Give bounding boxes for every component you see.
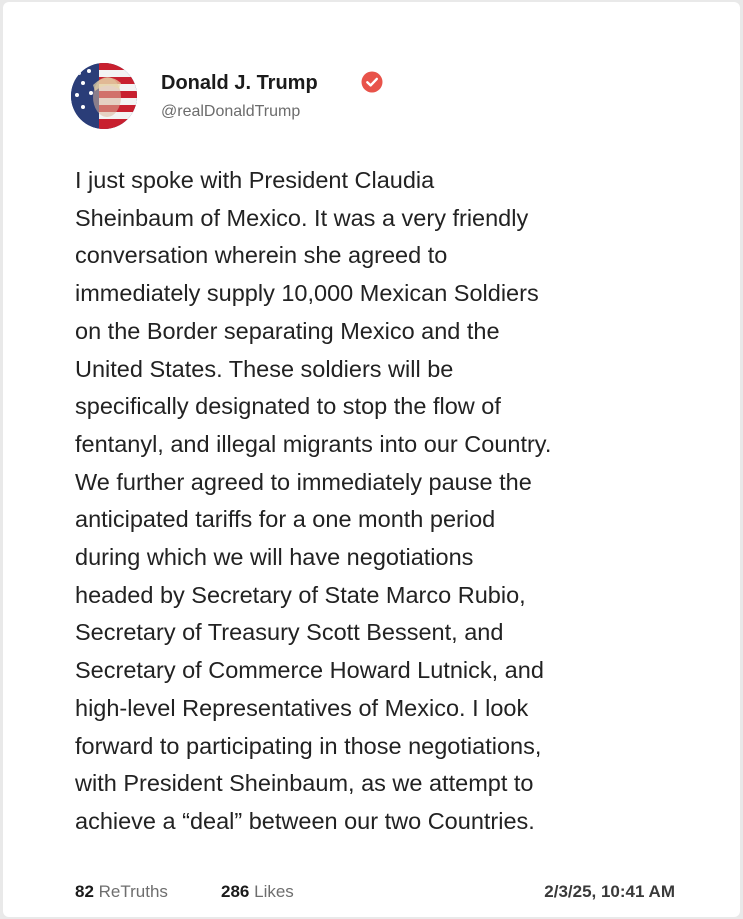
display-name[interactable]: Donald J. Trump [161,72,318,94]
retruths-link[interactable] [75,882,168,902]
post-text-line: immediately supply 10,000 Mexican Soldiers [75,280,539,307]
likes-link[interactable] [221,882,294,902]
post-timestamp[interactable]: 2/3/25, 10:41 AM [544,882,675,901]
flag-portrait-avatar-icon[interactable] [71,63,137,129]
post-text-line: with President Sheinbaum, as we attempt to [75,770,534,797]
post-text [75,162,715,841]
user-handle[interactable]: @realDonaldTrump [161,103,301,120]
post-text-line: forward to participating in those negotiations, [75,732,542,759]
likes-count: 286 [221,882,250,901]
verified-badge-icon [361,71,383,93]
post-text-line: achieve a “deal” between our two Countries. [75,807,535,834]
likes-label: Likes [254,882,294,901]
post-card [3,2,740,917]
post-text-line: specifically designated to stop the flow of [75,393,501,420]
post-text-line: high-level Representatives of Mexico. I look [75,694,529,721]
post-text-line: headed by Secretary of State Marco Rubio, [75,581,526,608]
post-text-line: Secretary of Treasury Scott Bessent, and [75,619,504,646]
post-text-line: We further agreed to immediately pause the [75,468,532,495]
retruths-count: 82 [75,882,94,901]
post-text-line: I just spoke with President Claudia [75,167,435,193]
post-footer [75,882,675,906]
post-text-line: anticipated tariffs for a one month period [75,506,496,533]
post-text-line: during which we will have negotiations [75,544,474,571]
post-text-line: Secretary of Commerce Howard Lutnick, and [75,657,544,684]
retruths-label: ReTruths [98,882,168,901]
post-text-line: conversation wherein she agreed to [75,242,448,269]
post-text-line: Sheinbaum of Mexico. It was a very friendly [75,204,529,231]
post-text-line: fentanyl, and illegal migrants into our Country. [75,430,552,457]
post-text-line: on the Border separating Mexico and the [75,317,500,344]
post-text-line: United States. These soldiers will be [75,355,454,382]
